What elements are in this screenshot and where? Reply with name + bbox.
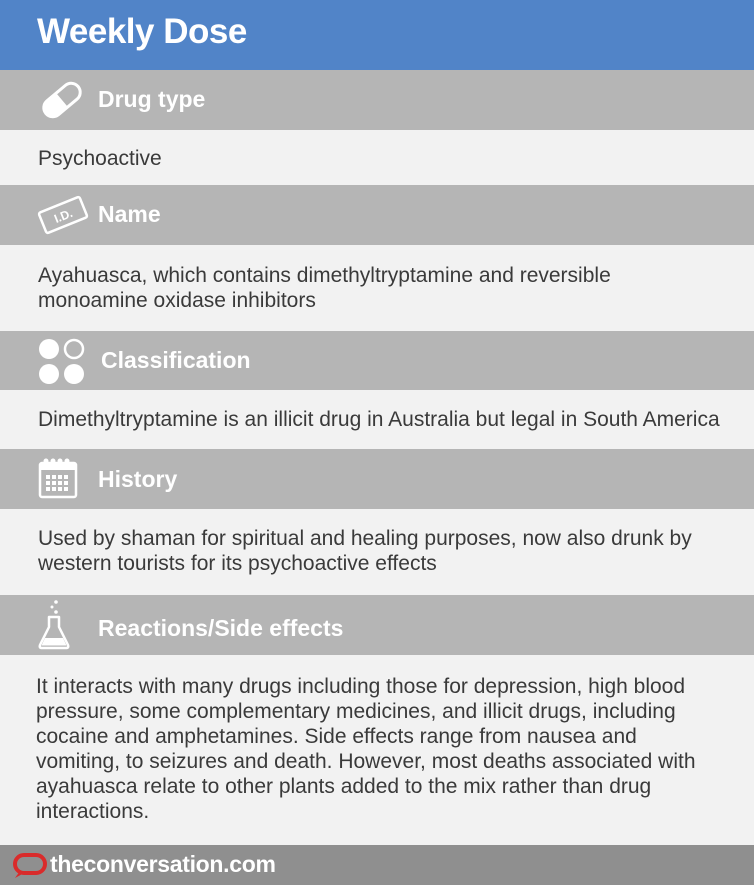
section-heading: Reactions/Side effects bbox=[98, 615, 344, 641]
section-text: Ayahuasca, which contains dimethyltryptamine and reversible monoamine oxidase inhibitors bbox=[38, 264, 611, 312]
speech-bubble-logo bbox=[12, 853, 48, 879]
section-header-name bbox=[0, 185, 754, 245]
flask-icon bbox=[37, 597, 71, 651]
section-header-reactions bbox=[0, 595, 754, 655]
id-tag-text: I.D. bbox=[52, 205, 75, 226]
section-header-history bbox=[0, 449, 754, 509]
footer bbox=[0, 845, 754, 885]
id-tag-icon bbox=[36, 193, 90, 237]
four-circles-icon bbox=[37, 336, 87, 386]
calendar-icon bbox=[38, 456, 78, 500]
pill-capsule-icon bbox=[38, 78, 86, 122]
section-text: It interacts with many drugs including those for depression, high blood pressure, some complementary medicines, and illicit drugs, including cocaine and amphetamines. Side effects range from nausea and vomiting, to seizures and death. However, most deaths associated with ayahuasca relate to other plants added to the mix rather than drug interactions. bbox=[36, 675, 696, 823]
section-text: Psychoactive bbox=[38, 147, 162, 170]
section-header-drug-type bbox=[0, 70, 754, 130]
section-heading: Name bbox=[98, 201, 161, 227]
section-header-classification bbox=[0, 331, 754, 390]
section-heading: Drug type bbox=[98, 86, 206, 112]
section-body-history bbox=[0, 509, 754, 595]
section-heading: Classification bbox=[101, 347, 251, 373]
section-text: Dimethyltryptamine is an illicit drug in Australia but legal in South America bbox=[38, 408, 720, 431]
section-body-drug-type bbox=[0, 130, 754, 185]
section-heading: History bbox=[98, 466, 178, 492]
page-title: Weekly Dose bbox=[37, 12, 247, 51]
title-bar bbox=[0, 0, 754, 70]
section-body-reactions bbox=[0, 655, 754, 845]
section-body-name bbox=[0, 245, 754, 331]
section-body-classification bbox=[0, 390, 754, 449]
footer-site-link[interactable]: theconversation.com bbox=[50, 851, 276, 877]
section-text: Used by shaman for spiritual and healing purposes, now also drunk by western tourists for its psychoactive effects bbox=[38, 527, 692, 575]
